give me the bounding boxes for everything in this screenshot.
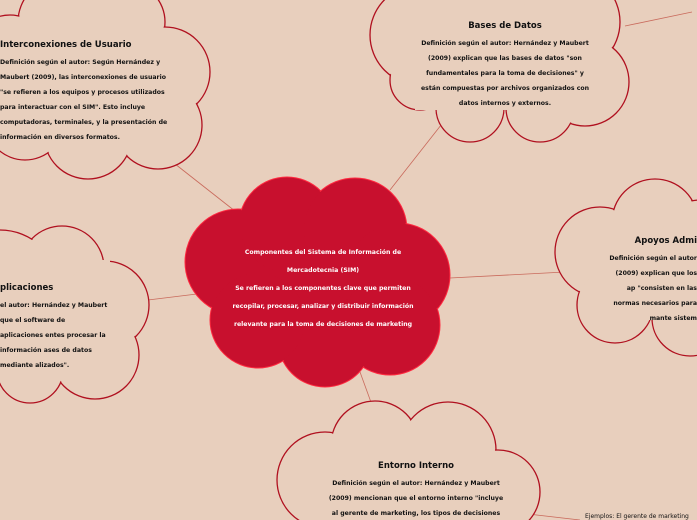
entorno-body: Definición según el autor: Hernández y Maubert (2009) mencionan que el entorno interno "incluye al gerente de marketing, los tipos de decisiones — [328, 480, 504, 517]
node-bases-datos[interactable] — [418, 21, 592, 111]
apoyos-body: Definición según el autor (2009) explican que los ap "consisten en las normas necesarios para mante sistem — [609, 255, 697, 322]
ejemplos-body: Ejemplos: El gerente de marketing — [585, 513, 689, 520]
bases-datos-title: Bases de Datos — [468, 21, 542, 31]
bases-datos-body: Definición según el autor: Hernández y Maubert (2009) explican que las bases de datos "son fundamentales para la toma de decisiones" y están compuestas por archivos organizados con datos internos y externos. — [420, 40, 590, 107]
center-title: Componentes del Sistema de Información de Mercadotecnia (SIM) — [244, 249, 402, 274]
interconexiones-body: Definición según el autor: Según Hernández y Maubert (2009), las interconexiones de usuario "se refieren a los equipos y procesos utilizados para interactuar con el SIM". Esto incluye computadoras, terminales, y la presentación de información en diversos formatos. — [0, 59, 168, 141]
node-interconexiones[interactable] — [0, 40, 168, 145]
aplicaciones-title: plicaciones — [0, 283, 54, 293]
connector-interconexiones — [170, 160, 240, 215]
center-body: Se refieren a los componentes clave que permiten recopilar, procesar, analizar y distribuir información relevante para la toma de decisiones de marketing — [232, 285, 414, 328]
connector-apoyos — [450, 272, 565, 278]
center-node[interactable] — [232, 244, 414, 334]
node-ejemplos[interactable] — [585, 513, 697, 520]
node-entorno[interactable] — [325, 461, 507, 520]
connector-bases-datos — [390, 120, 445, 190]
node-apoyos[interactable] — [606, 236, 697, 326]
connector-ejemplos — [528, 514, 580, 520]
apoyos-title: Apoyos Admi — [634, 236, 697, 246]
connector-entorno — [360, 372, 372, 405]
aplicaciones-body: el autor: Hernández y Maubert que el software de aplicaciones entes procesar la información ases de datos mediante alizados". — [0, 302, 108, 369]
entorno-title: Entorno Interno — [378, 461, 454, 471]
interconexiones-title: Interconexiones de Usuario — [0, 40, 132, 50]
node-aplicaciones[interactable] — [0, 283, 108, 373]
connector-offscreen-top — [625, 12, 692, 26]
